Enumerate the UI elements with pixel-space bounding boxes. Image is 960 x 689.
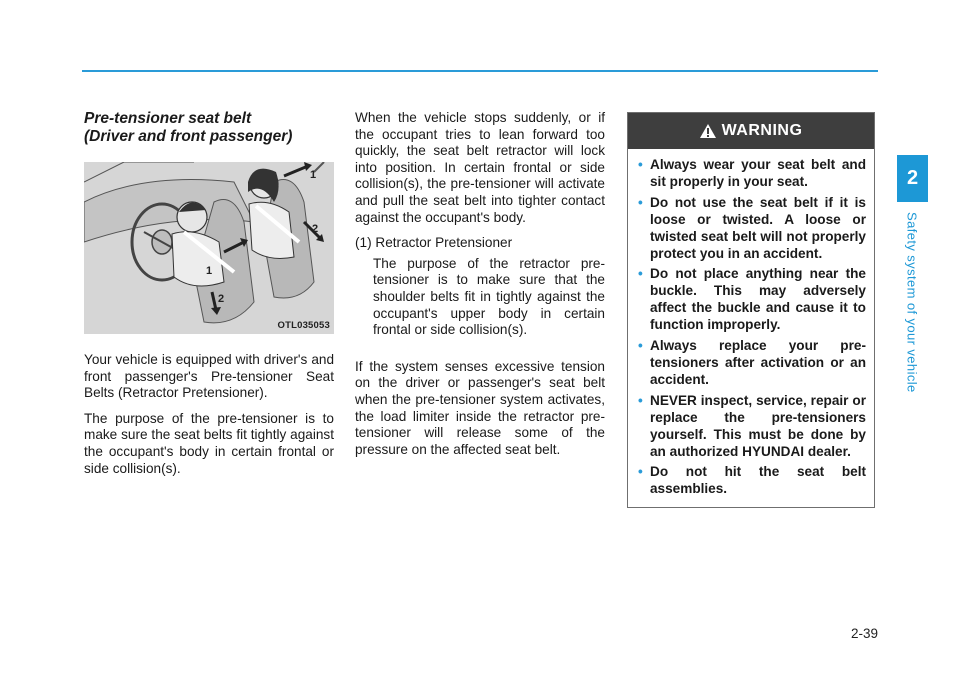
heading-line-1: Pre-tensioner seat belt <box>84 110 252 127</box>
warning-list <box>628 149 874 498</box>
figure-label-1a: 1 <box>310 169 317 181</box>
warning-triangle-icon <box>700 124 716 138</box>
header-rule <box>82 70 878 72</box>
warning-item: • Always replace your pre-tensioners after activation or an accident. <box>636 338 866 389</box>
warning-item: • Do not place anything near the buckle. This may adversely affect the buckle and cause it to function improperly. <box>636 266 866 334</box>
chapter-title: Safety system of your vehicle <box>904 212 920 393</box>
intro-paragraph: Your vehicle is equipped with driver's and front passenger's Pre-tensioner Seat Belts (Retractor Pretensioner). <box>84 352 334 401</box>
figure-label-1b: 1 <box>206 265 213 277</box>
section-heading <box>84 110 334 146</box>
warning-item: • Do not use the seat belt if it is loose or twisted. A loose or twisted seat belt will not properly protect you in an accident. <box>636 195 866 263</box>
warning-title: WARNING <box>721 122 803 139</box>
retractor-description: The purpose of the retractor pre-tensioner is to make sure that the shoulder belts fit in tightly against the occupant's upper body in certain frontal or side collision(s). <box>373 255 605 338</box>
warning-box <box>627 112 875 508</box>
middle-column <box>355 110 605 467</box>
heading-line-2: (Driver and front passenger) <box>84 128 293 145</box>
figure-label-2b: 2 <box>218 293 225 305</box>
illustration-drawing <box>84 162 334 334</box>
purpose-paragraph: The purpose of the pre-tensioner is to make sure the seat belts fit tightly against the occupant's body in certain frontal or side collision(s). <box>84 410 334 476</box>
load-limiter-paragraph: If the system senses excessive tension on the driver or passenger's seat belt when the pre-tensioner system activates, the load limiter inside the retractor pre-tensioner will release some of the pressure on the affected seat belt. <box>355 358 605 457</box>
page-number: 2-39 <box>850 626 878 641</box>
figure-label-2a: 2 <box>312 223 319 235</box>
chapter-tab: 2 <box>897 155 928 202</box>
warning-item: • NEVER inspect, service, repair or replace the pre-tensioners yourself. This must be done by an authorized HYUNDAI dealer. <box>636 393 866 461</box>
figure-code: OTL035053 <box>277 320 330 331</box>
retractor-subheading: (1) Retractor Pretensioner <box>355 235 513 251</box>
activation-paragraph: When the vehicle stops suddenly, or if the occupant tries to lean forward too quickly, the seat belt retractor will lock into position. In certain frontal or side collision(s), the pre-tensioner will activate and pull the seat belt into tighter contact against the occupant's body. <box>355 110 605 225</box>
pretensioner-illustration <box>84 162 334 334</box>
warning-item: • Do not hit the seat belt assemblies. <box>636 464 866 498</box>
left-column <box>84 110 334 486</box>
warning-header <box>628 113 874 149</box>
warning-item: • Always wear your seat belt and sit properly in your seat. <box>636 157 866 191</box>
